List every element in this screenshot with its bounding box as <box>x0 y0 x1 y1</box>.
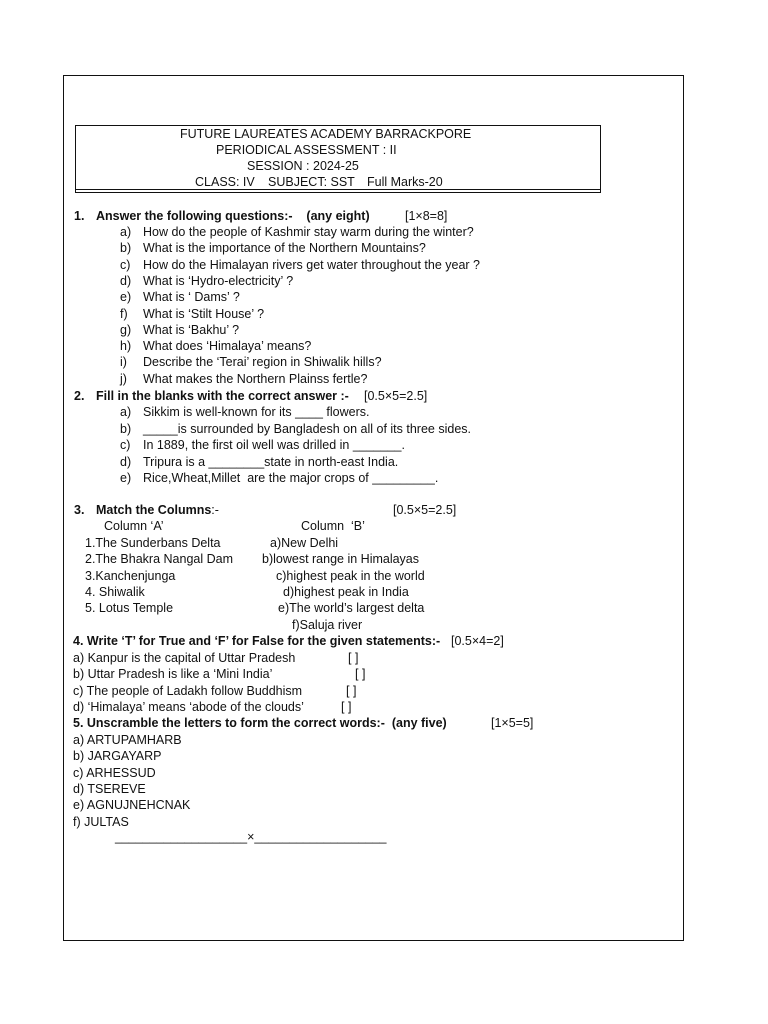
question-item: How do the people of Kashmir stay warm during the winter? <box>143 225 474 239</box>
q3-marks: [0.5×5=2.5] <box>393 503 457 517</box>
blank-label: c) <box>120 438 131 453</box>
q4-marks: [0.5×4=2] <box>451 634 504 648</box>
q5-title: 5. Unscramble the letters to form the correct words:- (any five) <box>73 716 447 730</box>
column-b-header: Column ‘B’ <box>301 519 365 533</box>
blank-label: e) <box>120 471 132 486</box>
blank-label: b) <box>120 421 132 436</box>
column-a-item: 5. Lotus Temple <box>85 601 174 616</box>
session-text: SESSION : 2024-25 <box>247 159 359 173</box>
scrambled-word: a) ARTUPAMHARB <box>73 733 182 747</box>
answer-box: [ ] <box>348 651 359 665</box>
q3-title: Match the Columns <box>96 503 212 517</box>
true-false-statement: c) The people of Ladakh follow Buddhism <box>73 683 303 698</box>
q2-marks: [0.5×5=2.5] <box>364 389 428 403</box>
question-label: b) <box>120 241 132 256</box>
column-a-header: Column ‘A’ <box>104 519 164 533</box>
question-label: j) <box>120 371 127 386</box>
question-label: c) <box>120 257 131 272</box>
column-b-item: d)highest peak in India <box>283 584 409 599</box>
question-item: What does ‘Himalaya’ means? <box>143 339 312 354</box>
q1-title: Answer the following questions:- (any eight) <box>96 209 370 223</box>
blank-item: Rice,Wheat,Millet are the major crops of _________. <box>143 471 439 486</box>
scrambled-word: d) TSEREVE <box>73 781 146 796</box>
q1-marks: [1×8=8] <box>405 209 448 223</box>
blank-item: _____is surrounded by Bangladesh on all of its three sides. <box>143 421 471 436</box>
column-b-item: c)highest peak in the world <box>276 568 425 583</box>
question-label: h) <box>120 339 132 354</box>
question-label: d) <box>120 273 132 288</box>
q4-title: 4. Write ‘T’ for True and ‘F’ for False for the given statements:- <box>73 634 441 648</box>
q5-marks: [1×5=5] <box>491 716 534 730</box>
column-b-item: a)New Delhi <box>270 536 339 550</box>
question-item: What is the importance of the Northern Mountains? <box>143 241 426 256</box>
scrambled-word: c) ARHESSUD <box>73 765 156 780</box>
answer-box: [ ] <box>355 667 366 682</box>
q3-number: 3. <box>74 503 85 517</box>
blank-item: In 1889, the first oil well was drilled in _______. <box>143 438 405 453</box>
blank-item: Tripura is a ________state in north-east India. <box>143 454 399 469</box>
answer-box: [ ] <box>341 699 352 714</box>
column-b-item: f)Saluja river <box>292 617 363 632</box>
question-label: a) <box>120 225 132 239</box>
question-item: How do the Himalayan rivers get water throughout the year ? <box>143 257 480 272</box>
question-item: What is ‘Bakhu’ ? <box>143 322 240 337</box>
q2-title: Fill in the blanks with the correct answer :- <box>96 389 349 403</box>
q1-number: 1. <box>74 209 85 223</box>
question-item: What is ‘ Dams’ ? <box>143 290 240 305</box>
class-text: CLASS: IV <box>195 175 255 189</box>
question-label: i) <box>120 355 127 370</box>
scrambled-word: b) JARGAYARP <box>73 749 162 764</box>
true-false-statement: b) Uttar Pradesh is like a ‘Mini India’ <box>73 667 273 682</box>
end-line: ___________________×___________________ <box>115 830 387 844</box>
column-b-item: b)lowest range in Himalayas <box>262 552 420 567</box>
scrambled-word: f) JULTAS <box>73 814 129 829</box>
column-b-item: e)The world’s largest delta <box>278 601 425 616</box>
true-false-statement: d) ‘Himalaya’ means ‘abode of the clouds’ <box>73 699 304 714</box>
subject-text: SUBJECT: SST <box>268 175 355 189</box>
school-name: FUTURE LAUREATES ACADEMY BARRACKPORE <box>180 127 472 141</box>
q2-number: 2. <box>74 389 85 403</box>
blank-label: a) <box>120 405 132 419</box>
question-item: What is ‘Stilt House’ ? <box>143 306 265 321</box>
blank-item: Sikkim is well-known for its ____ flowers. <box>143 405 370 419</box>
question-label: e) <box>120 290 132 305</box>
column-a-item: 3.Kanchenjunga <box>85 568 176 583</box>
q3-title-suffix: :- <box>211 503 219 517</box>
answer-box: [ ] <box>346 683 357 698</box>
scrambled-word: e) AGNUJNEHCNAK <box>73 798 191 813</box>
column-a-item: 2.The Bhakra Nangal Dam <box>85 552 233 567</box>
question-item: What makes the Northern Plainss fertle? <box>143 371 368 386</box>
question-label: f) <box>120 306 128 321</box>
assessment-title: PERIODICAL ASSESSMENT : II <box>216 143 397 157</box>
blank-label: d) <box>120 454 132 469</box>
true-false-statement: a) Kanpur is the capital of Uttar Pradesh <box>73 651 296 665</box>
question-label: g) <box>120 322 132 337</box>
column-a-item: 4. Shiwalik <box>85 584 145 599</box>
question-item: What is ‘Hydro-electricity’ ? <box>143 273 294 288</box>
question-item: Describe the ‘Terai’ region in Shiwalik hills? <box>143 355 382 370</box>
full-marks-text: Full Marks-20 <box>367 175 443 189</box>
column-a-item: 1.The Sunderbans Delta <box>85 536 221 550</box>
